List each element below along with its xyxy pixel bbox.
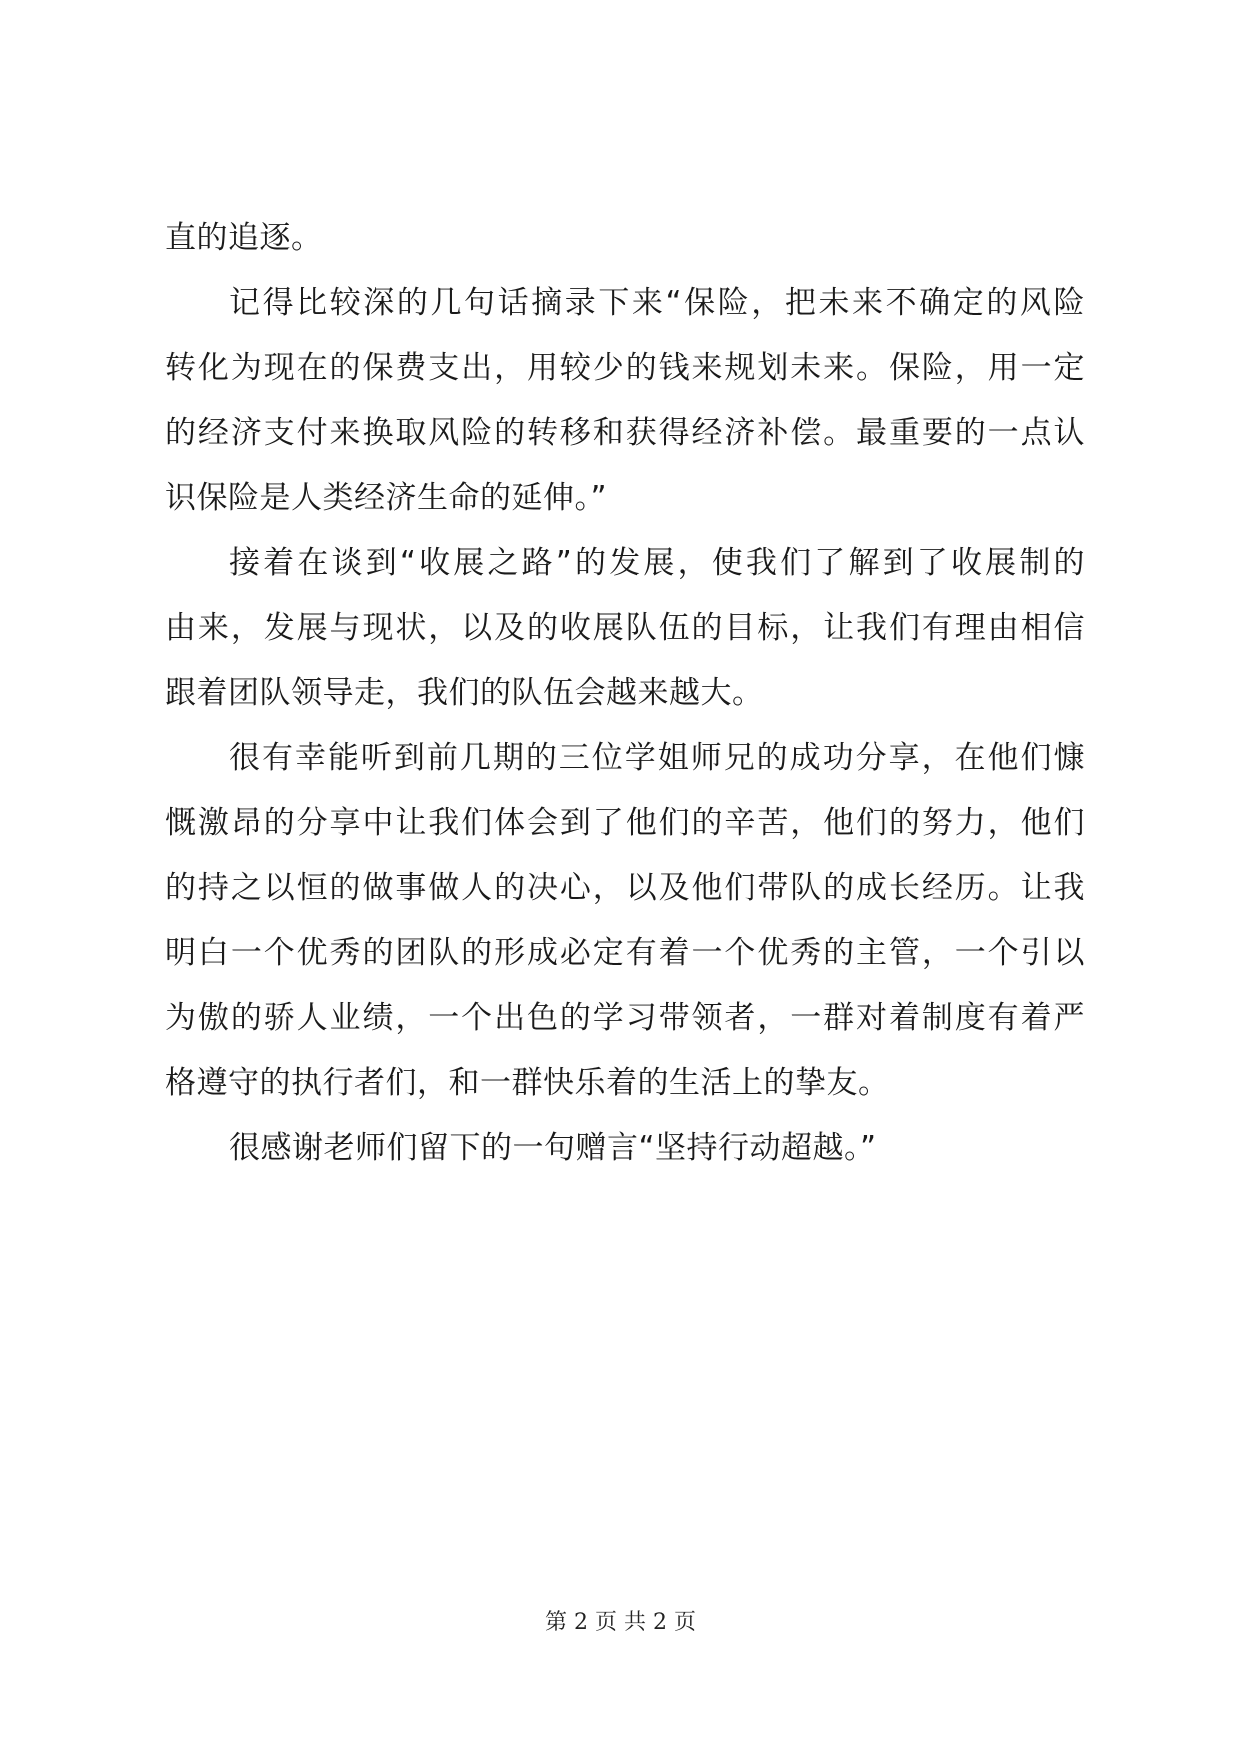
paragraph-line: 为傲的骄人业绩，一个出色的学习带领者，一群对着制度有着严 [165,1000,1085,1036]
page-footer: 第 2 页 共 2 页 [545,1610,696,1635]
paragraph-line: 直的追逐。 [165,220,323,256]
paragraph [165,271,1085,531]
paragraph-line: 明白一个优秀的团队的形成必定有着一个优秀的主管，一个引以 [165,935,1085,971]
paragraph-line: 慨激昂的分享中让我们体会到了他们的辛苦，他们的努力，他们 [165,805,1085,841]
paragraph-line: 很有幸能听到前几期的三位学姐师兄的成功分享，在他们慷 [229,740,1085,776]
paragraph [165,206,1085,271]
paragraph-line: 的持之以恒的做事做人的决心，以及他们带队的成长经历。让我 [165,870,1085,906]
paragraph-line: 很感谢老师们留下的一句赠言“坚持行动超越。” [229,1130,877,1166]
paragraph-line: 跟着团队领导走，我们的队伍会越来越大。 [165,675,764,711]
paragraph-line: 格遵守的执行者们，和一群快乐着的生活上的挚友。 [165,1065,890,1101]
paragraph [165,531,1085,726]
paragraph-line: 识保险是人类经济生命的延伸。” [165,480,608,516]
paragraph [165,726,1085,1116]
paragraph [165,1116,1085,1181]
paragraph-line: 记得比较深的几句话摘录下来“保险，把未来不确定的风险 [229,285,1085,321]
paragraph-line: 的经济支付来换取风险的转移和获得经济补偿。最重要的一点认 [165,415,1085,451]
paragraph-line: 转化为现在的保费支出，用较少的钱来规划未来。保险，用一定 [165,350,1085,386]
paragraph-line: 由来，发展与现状，以及的收展队伍的目标，让我们有理由相信 [165,610,1085,646]
document-body [165,206,1085,1181]
paragraph-line: 接着在谈到“收展之路”的发展，使我们了解到了收展制的 [229,545,1085,581]
